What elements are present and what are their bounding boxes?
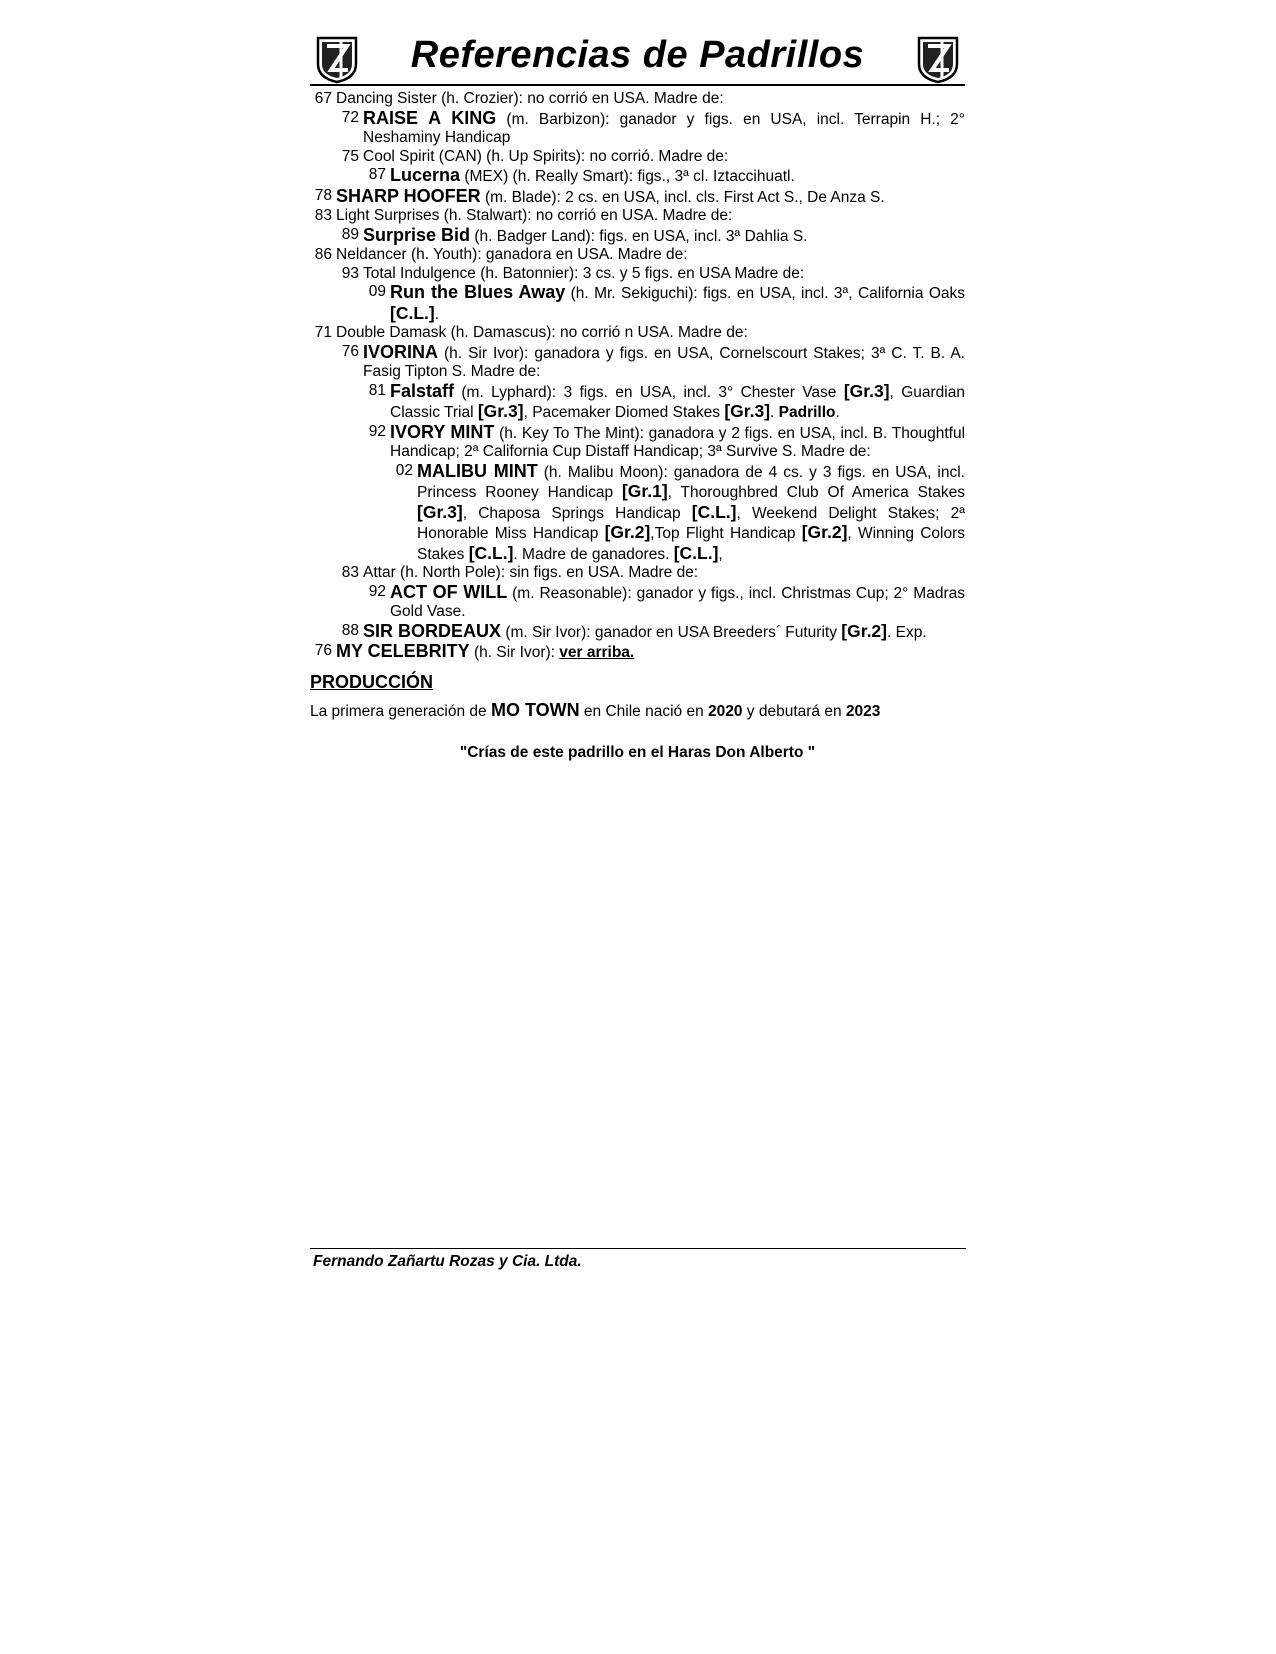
pedigree-body — [310, 90, 965, 762]
horse-name: MALIBU MINT — [417, 460, 538, 481]
horse-name: IVORY MINT — [390, 421, 495, 442]
horse-name: Surprise Bid — [363, 224, 471, 245]
horse-name: ACT OF WILL — [390, 581, 508, 602]
entry-year: 81 — [368, 381, 386, 399]
footer-company: Fernando Zañartu Rozas y Cia. Ltda. — [313, 1253, 582, 1270]
footer-divider — [310, 1248, 966, 1249]
entry-year: 93 — [341, 264, 359, 282]
entry-text: , Chaposa Springs Handicap — [462, 504, 692, 522]
pedigree-entry — [310, 622, 965, 643]
grade-badge: [C.L.] — [390, 302, 435, 323]
birth-year: 2020 — [708, 703, 743, 720]
entry-year: 78 — [314, 186, 332, 204]
entry-text: Total Indulgence (h. Batonnier): 3 cs. y 5 figs. en USA Madre de: — [363, 264, 805, 282]
pedigree-entry — [310, 583, 965, 622]
entry-text: (m. Blade): 2 cs. en USA, incl. cls. First Act S., De Anza S. — [480, 188, 885, 206]
page-header — [310, 30, 965, 86]
entry-text: Neldancer (h. Youth): ganadora en USA. Madre de: — [336, 246, 688, 263]
grade-badge: [Gr.1] — [621, 481, 668, 501]
pedigree-entry — [310, 324, 965, 343]
horse-name: Run the Blues Away — [390, 282, 566, 302]
horse-name: SIR BORDEAUX — [363, 620, 502, 641]
pedigree-entry — [310, 265, 965, 284]
entry-text: (h. Mr. Sekiguchi): figs. en USA, incl. 3ª, California Oaks — [565, 285, 965, 302]
entry-text: Double Damask (h. Damascus): no corrió n USA. Madre de: — [336, 324, 748, 341]
entry-text: (MEX) (h. Really Smart): figs., 3ª cl. Iztaccihuatl. — [460, 168, 795, 185]
entry-year: 02 — [395, 461, 413, 479]
entry-year: 75 — [341, 147, 359, 165]
entry-text: (m. Reasonable): ganador y figs., incl. Christmas Cup; 2° Madras Gold Vase. — [390, 584, 965, 620]
entry-text: , Thoroughbred Club Of America Stakes — [667, 484, 965, 501]
entry-text: Attar (h. North Pole): sin figs. en USA. Madre de: — [363, 564, 699, 581]
entry-year: 83 — [314, 207, 332, 224]
pedigree-entries — [310, 90, 965, 382]
produccion-text-part: y debutará en — [742, 703, 846, 720]
entry-text: (h. Sir Ivor): — [469, 644, 560, 661]
pedigree-entry — [310, 423, 965, 462]
produccion-text — [310, 701, 965, 722]
entry-text: Light Surprises (h. Stalwart): no corrió en USA. Madre de: — [336, 207, 733, 224]
grade-badge: [Gr.2] — [604, 522, 651, 542]
logo-icon — [915, 34, 961, 84]
entry-year: 83 — [341, 564, 359, 581]
entry-text: . — [770, 404, 779, 421]
pedigree-entry — [310, 642, 965, 663]
grade-badge: [Gr.2] — [841, 620, 887, 641]
horse-name: RAISE A KING — [363, 107, 497, 128]
entry-text: (h. Key To The Mint): ganadora y 2 figs. en USA, incl. B. Thoughtful Handicap; 2ª California Cup Distaff Handicap; 3ª Survive S. Madre de: — [390, 424, 966, 460]
pedigree-entry — [310, 226, 965, 247]
entry-text: . Exp. — [887, 623, 927, 641]
pedigree-entry — [310, 166, 965, 187]
page — [310, 30, 965, 762]
page-title: Referencias de Padrillos — [410, 34, 865, 76]
entry-year: 09 — [368, 283, 386, 300]
entry-text: (m. Sir Ivor): ganador en USA Breeders´ Futurity — [501, 623, 842, 641]
pedigree-entry — [310, 187, 965, 208]
entry-year: 87 — [368, 166, 386, 183]
entry-year: 92 — [368, 582, 386, 600]
entry-text: (m. Barbizon): ganador y figs. en USA, incl. Terrapin H.; 2° Neshaminy Handicap — [363, 110, 965, 146]
horse-name: MY CELEBRITY — [336, 641, 470, 661]
grade-badge: [Gr.3] — [417, 501, 463, 522]
pedigree-entry — [310, 246, 965, 265]
grade-badge: [C.L.] — [673, 542, 719, 563]
entry-text: Dancing Sister (h. Crozier): no corrió en USA. Madre de: — [336, 90, 724, 107]
entry-text: (m. Lyphard): 3 figs. en USA, incl. 3° Chester Vase — [454, 383, 844, 401]
entry-text: (h. Sir Ivor): ganadora y figs. en USA, Cornelscourt Stakes; 3ª C. T. B. A. Fasig Tipton S. Madre de: — [363, 344, 965, 380]
entry-year: 67 — [314, 90, 332, 107]
entry-text: ,Top Flight Handicap — [650, 525, 802, 542]
horse-name: MO TOWN — [490, 700, 580, 720]
entry-year: 76 — [314, 642, 332, 659]
produccion-text-part: La primera generación de — [310, 703, 491, 720]
entry-text: . — [434, 305, 440, 323]
entry-year: 76 — [341, 342, 359, 360]
entry-text: , Guardian Classic Trial — [390, 383, 965, 421]
entry-text: Cool Spirit (CAN) (h. Up Spirits): no corrió. Madre de: — [363, 147, 729, 165]
produccion-text-part: en Chile nació en — [579, 703, 708, 720]
section-heading-produccion: PRODUCCIÓN — [310, 671, 434, 692]
horse-name: Falstaff — [390, 380, 455, 401]
entry-text: (h. Badger Land): figs. en USA, incl. 3ª Dahlia S. — [470, 227, 808, 245]
pedigree-entry — [310, 109, 965, 148]
grade-badge: [C.L.] — [691, 501, 737, 522]
entry-text: (h. Malibu Moon): ganadora de 4 cs. y 3 figs. en USA, incl. Princess Rooney Handicap — [417, 463, 965, 501]
entry-year: 72 — [341, 108, 359, 126]
grade-badge: [C.L.] — [468, 542, 514, 563]
entry-year: 86 — [314, 246, 332, 263]
crias-caption: "Crías de este padrillo en el Haras Don Alberto " — [459, 743, 816, 761]
horse-name: SHARP HOOFER — [336, 185, 481, 206]
pedigree-entry — [310, 283, 965, 324]
debut-year: 2023 — [845, 703, 881, 720]
entry-text: , Pacemaker Diomed Stakes — [523, 404, 725, 421]
pedigree-entry — [310, 207, 965, 226]
entry-text: , Winning Colors Stakes — [417, 525, 965, 563]
ver-arriba-link[interactable]: ver arriba. — [559, 644, 635, 661]
entry-text: . Madre de ganadores. — [513, 545, 674, 563]
grade-badge: [Gr.3] — [477, 401, 524, 421]
entry-text: , Weekend Delight Stakes; 2ª Honorable Miss Handicap — [417, 504, 965, 542]
entry-text: , — [718, 545, 723, 563]
pedigree-entry — [310, 90, 965, 109]
horse-name: IVORINA — [363, 341, 439, 362]
grade-badge: [Gr.3] — [843, 380, 890, 401]
pedigree-entry — [310, 382, 965, 423]
pedigree-entry — [310, 343, 965, 382]
pedigree-entry — [310, 148, 965, 167]
entry-year: 71 — [314, 324, 332, 341]
grade-badge: [Gr.2] — [801, 522, 848, 542]
pedigree-entry — [310, 564, 965, 583]
pedigree-entry — [310, 462, 965, 565]
horse-name: Lucerna — [390, 165, 461, 185]
padrillo-label: Padrillo — [778, 404, 836, 421]
entry-year: 88 — [341, 621, 359, 639]
grade-badge: [Gr.3] — [724, 401, 771, 421]
entry-year: 92 — [368, 422, 386, 440]
entry-year: 89 — [341, 225, 359, 243]
entry-text: . — [835, 404, 840, 421]
